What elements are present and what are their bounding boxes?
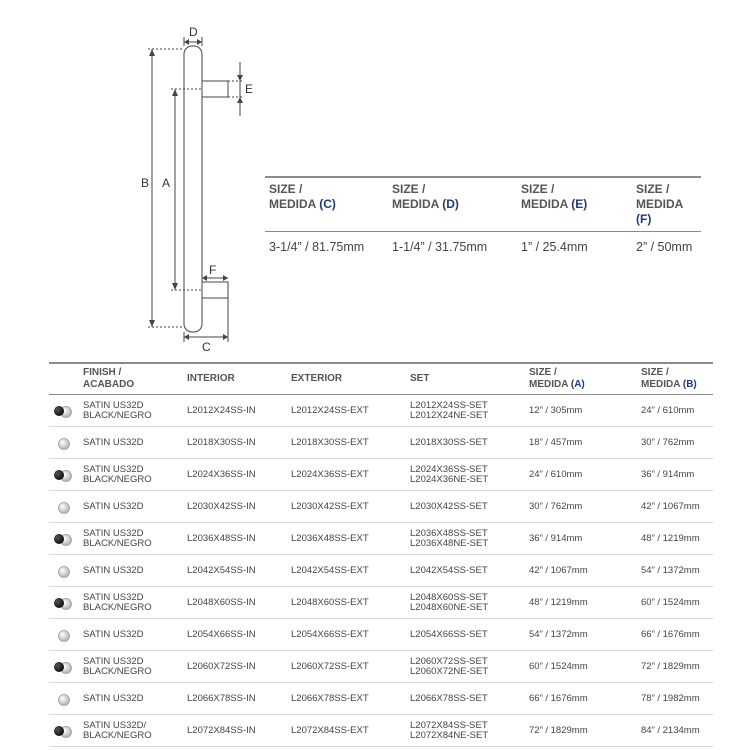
finish-swatch-cell	[49, 619, 83, 651]
set-cell	[410, 715, 529, 747]
set-cell	[410, 555, 529, 587]
table-row	[49, 459, 713, 491]
exterior-cell: L2048X60SS-EXT	[291, 587, 410, 619]
size-header-f: SIZE / MEDIDA (F)	[632, 177, 701, 232]
set-cell-line: L2042X54SS-SET	[410, 564, 488, 576]
finish-swatch-cell	[49, 587, 83, 619]
black-satin-swatch-icon	[54, 405, 72, 417]
size-value-e: 1” / 25.4mm	[521, 240, 588, 254]
interior-cell: L2012X24SS-IN	[187, 395, 291, 427]
finish-cell-line: BLACK/NEGRO	[83, 665, 152, 677]
header-finish: FINISH / ACABADO	[83, 363, 187, 395]
table-row	[49, 395, 713, 427]
size-header-e: SIZE / MEDIDA (E)	[517, 177, 632, 232]
finish-cell-line: BLACK/NEGRO	[83, 729, 152, 741]
satin-swatch-icon	[54, 437, 72, 449]
finish-cell-line: BLACK/NEGRO	[83, 409, 152, 421]
finish-cell-line: SATIN US32D/	[83, 719, 147, 731]
satin-dot-icon	[58, 438, 70, 450]
set-cell	[410, 427, 529, 459]
finish-cell-line: SATIN US32D	[83, 655, 144, 667]
table-row	[49, 715, 713, 747]
finish-cell-line: SATIN US32D	[83, 436, 144, 448]
size-b-cell: 72” / 1829mm	[641, 651, 713, 683]
finish-cell-line: SATIN US32D	[83, 500, 144, 512]
satin-swatch-icon	[54, 501, 72, 513]
size-value-c: 3-1/4” / 81.75mm	[269, 240, 365, 254]
set-cell-line: L2054X66SS-SET	[410, 628, 488, 640]
size-a-cell: 24” / 610mm	[529, 459, 641, 491]
finish-swatch-cell	[49, 651, 83, 683]
satin-swatch-icon	[54, 693, 72, 705]
exterior-cell: L2054X66SS-EXT	[291, 619, 410, 651]
finish-cell	[83, 491, 187, 523]
black-satin-swatch-icon	[54, 725, 72, 737]
interior-cell: L2066X78SS-IN	[187, 683, 291, 715]
set-cell-line: L2060X72NE-SET	[410, 665, 489, 677]
size-a-cell: 72” / 1829mm	[529, 715, 641, 747]
finish-cell-line: SATIN US32D	[83, 463, 144, 475]
set-cell-line: L2036X48SS-SET	[410, 527, 488, 539]
set-cell-line: L2060X72SS-SET	[410, 655, 488, 667]
set-cell-line: L2012X24SS-SET	[410, 399, 488, 411]
product-table	[49, 362, 713, 747]
size-b-cell: 54” / 1372mm	[641, 555, 713, 587]
set-cell-line: L2048X60NE-SET	[410, 601, 489, 613]
set-cell-line: L2018X30SS-SET	[410, 436, 488, 448]
size-b-cell: 84” / 2134mm	[641, 715, 713, 747]
size-b-cell: 48” / 1219mm	[641, 523, 713, 555]
size-b-cell: 60” / 1524mm	[641, 587, 713, 619]
size-a-cell: 54” / 1372mm	[529, 619, 641, 651]
exterior-cell: L2024X36SS-EXT	[291, 459, 410, 491]
size-table	[265, 176, 701, 258]
finish-swatch-cell	[49, 395, 83, 427]
label-d: D	[189, 25, 198, 39]
size-header-d: SIZE / MEDIDA (D)	[388, 177, 517, 232]
satin-swatch-icon	[54, 629, 72, 641]
set-cell	[410, 459, 529, 491]
interior-cell: L2072X84SS-IN	[187, 715, 291, 747]
black-satin-swatch-icon	[54, 533, 72, 545]
black-satin-swatch-icon	[54, 661, 72, 673]
finish-cell-line: BLACK/NEGRO	[83, 601, 152, 613]
set-cell	[410, 587, 529, 619]
finish-cell-line: SATIN US32D	[83, 527, 144, 539]
exterior-cell: L2060X72SS-EXT	[291, 651, 410, 683]
interior-cell: L2054X66SS-IN	[187, 619, 291, 651]
label-f: F	[209, 263, 217, 277]
product-table-header	[49, 363, 713, 395]
size-b-cell: 30” / 762mm	[641, 427, 713, 459]
black-dot-icon	[54, 726, 64, 736]
size-table-header	[265, 177, 701, 232]
product-rows	[49, 395, 713, 747]
interior-cell: L2060X72SS-IN	[187, 651, 291, 683]
finish-cell	[83, 395, 187, 427]
finish-swatch-cell	[49, 427, 83, 459]
exterior-cell: L2072X84SS-EXT	[291, 715, 410, 747]
size-a-cell: 30” / 762mm	[529, 491, 641, 523]
size-header-c: SIZE / MEDIDA (C)	[265, 177, 388, 232]
finish-swatch-cell	[49, 523, 83, 555]
size-a-cell: 12” / 305mm	[529, 395, 641, 427]
finish-cell	[83, 459, 187, 491]
header-size-a: SIZE / MEDIDA (A)	[529, 363, 641, 395]
set-cell	[410, 683, 529, 715]
interior-cell: L2042X54SS-IN	[187, 555, 291, 587]
finish-cell	[83, 683, 187, 715]
satin-dot-icon	[58, 694, 70, 706]
set-cell	[410, 491, 529, 523]
size-a-cell: 36” / 914mm	[529, 523, 641, 555]
interior-cell: L2018X30SS-IN	[187, 427, 291, 459]
set-cell	[410, 619, 529, 651]
label-e: E	[245, 82, 254, 96]
finish-cell-line: SATIN US32D	[83, 628, 144, 640]
size-b-cell: 42” / 1067mm	[641, 491, 713, 523]
table-row	[49, 587, 713, 619]
set-cell-line: L2072X84SS-SET	[410, 719, 488, 731]
size-a-cell: 18” / 457mm	[529, 427, 641, 459]
exterior-cell: L2036X48SS-EXT	[291, 523, 410, 555]
exterior-cell: L2018X30SS-EXT	[291, 427, 410, 459]
table-row	[49, 427, 713, 459]
set-cell-line: L2024X36NE-SET	[410, 473, 489, 485]
exterior-cell: L2030X42SS-EXT	[291, 491, 410, 523]
table-row	[49, 683, 713, 715]
table-row	[49, 651, 713, 683]
interior-cell: L2036X48SS-IN	[187, 523, 291, 555]
black-satin-swatch-icon	[54, 469, 72, 481]
set-cell-line: L2066X78SS-SET	[410, 692, 488, 704]
size-a-cell: 42” / 1067mm	[529, 555, 641, 587]
size-value-f: 2” / 50mm	[636, 240, 693, 254]
satin-swatch-icon	[54, 565, 72, 577]
finish-cell-line: SATIN US32D	[83, 692, 144, 704]
table-row	[49, 619, 713, 651]
size-b-cell: 24” / 610mm	[641, 395, 713, 427]
exterior-cell: L2066X78SS-EXT	[291, 683, 410, 715]
header-exterior: EXTERIOR	[291, 363, 410, 395]
interior-cell: L2030X42SS-IN	[187, 491, 291, 523]
size-a-cell: 60” / 1524mm	[529, 651, 641, 683]
finish-cell	[83, 715, 187, 747]
set-cell-line: L2024X36SS-SET	[410, 463, 488, 475]
finish-cell	[83, 587, 187, 619]
table-row	[49, 555, 713, 587]
size-a-cell: 48” / 1219mm	[529, 587, 641, 619]
finish-swatch-cell	[49, 683, 83, 715]
label-a: A	[162, 176, 171, 190]
size-b-cell: 78” / 1982mm	[641, 683, 713, 715]
bottom-standoff	[202, 282, 228, 298]
black-dot-icon	[54, 534, 64, 544]
black-dot-icon	[54, 598, 64, 608]
finish-cell	[83, 427, 187, 459]
satin-dot-icon	[58, 630, 70, 642]
satin-dot-icon	[58, 502, 70, 514]
table-row	[49, 523, 713, 555]
size-a-cell: 66” / 1676mm	[529, 683, 641, 715]
finish-cell	[83, 555, 187, 587]
header-swatch	[49, 363, 83, 395]
header-set: SET	[410, 363, 529, 395]
label-b: B	[141, 176, 150, 190]
size-value-d: 1-1/4” / 31.75mm	[392, 240, 488, 254]
finish-cell	[83, 523, 187, 555]
top-standoff	[202, 81, 228, 97]
size-table-row	[265, 232, 701, 259]
set-cell	[410, 523, 529, 555]
set-cell	[410, 395, 529, 427]
set-cell-line: L2072X84NE-SET	[410, 729, 489, 741]
finish-cell-line: SATIN US32D	[83, 591, 144, 603]
exterior-cell: L2042X54SS-EXT	[291, 555, 410, 587]
finish-cell	[83, 651, 187, 683]
exterior-cell: L2012X24SS-EXT	[291, 395, 410, 427]
black-satin-swatch-icon	[54, 597, 72, 609]
set-cell-line: L2048X60SS-SET	[410, 591, 488, 603]
set-cell	[410, 651, 529, 683]
interior-cell: L2048X60SS-IN	[187, 587, 291, 619]
satin-dot-icon	[58, 566, 70, 578]
black-dot-icon	[54, 406, 64, 416]
set-cell-line: L2030X42SS-SET	[410, 500, 488, 512]
finish-cell-line: SATIN US32D	[83, 564, 144, 576]
finish-cell-line: SATIN US32D	[83, 399, 144, 411]
pull-handle-drawing	[0, 0, 260, 360]
finish-swatch-cell	[49, 555, 83, 587]
finish-swatch-cell	[49, 491, 83, 523]
black-dot-icon	[54, 470, 64, 480]
finish-cell-line: BLACK/NEGRO	[83, 473, 152, 485]
size-b-cell: 66” / 1676mm	[641, 619, 713, 651]
header-interior: INTERIOR	[187, 363, 291, 395]
label-c: C	[202, 340, 211, 354]
header-size-b: SIZE / MEDIDA (B)	[641, 363, 713, 395]
finish-swatch-cell	[49, 715, 83, 747]
black-dot-icon	[54, 662, 64, 672]
interior-cell: L2024X36SS-IN	[187, 459, 291, 491]
set-cell-line: L2012X24NE-SET	[410, 409, 489, 421]
size-b-cell: 36” / 914mm	[641, 459, 713, 491]
set-cell-line: L2036X48NE-SET	[410, 537, 489, 549]
finish-cell	[83, 619, 187, 651]
table-row	[49, 491, 713, 523]
finish-swatch-cell	[49, 459, 83, 491]
finish-cell-line: BLACK/NEGRO	[83, 537, 152, 549]
